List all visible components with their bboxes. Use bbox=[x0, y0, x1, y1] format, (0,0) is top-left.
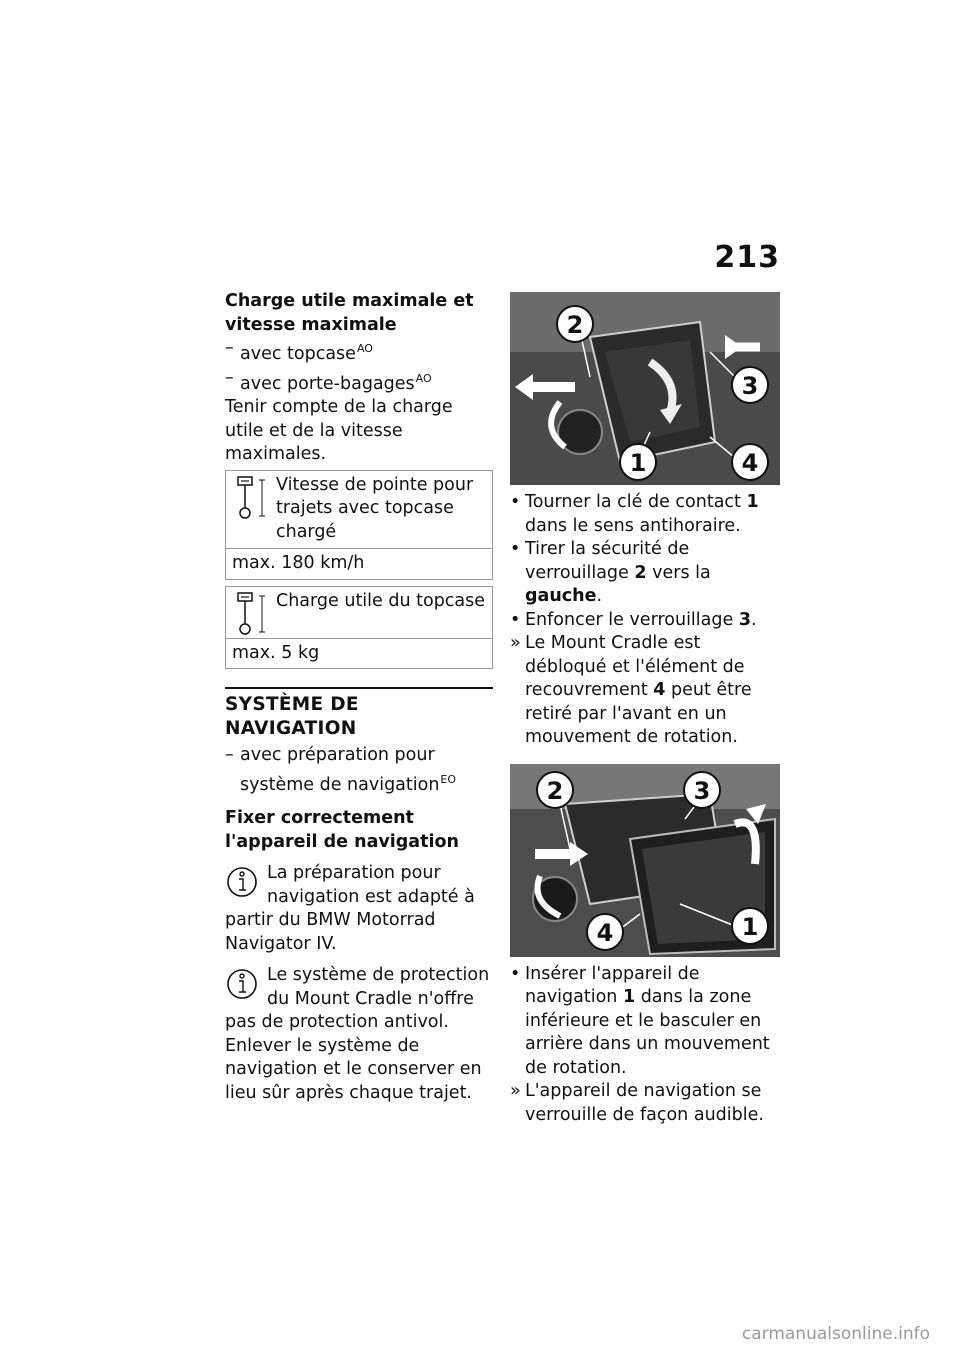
intro-text: Tenir compte de la charge utile et de la vitesse maximales. bbox=[225, 397, 453, 464]
gauge-icon bbox=[232, 590, 270, 638]
insert-step: • Insérer l'appareil de navigation 1 dans la zone inférieure et le basculer en arrière dans un mouvement de rotation. bbox=[510, 963, 770, 1078]
option-topcase: – avec topcase$^{AO}$ bbox=[225, 337, 493, 367]
photo1-label-2: 2 bbox=[566, 311, 584, 339]
photo1-label-4: 4 bbox=[741, 449, 759, 477]
spec-table-speed bbox=[225, 470, 493, 580]
unlock-step: » Le Mount Cradle est débloqué et l'élément de recouvrement 4 peut être retiré par l'avant en un mouvement de rotation. bbox=[510, 633, 752, 747]
photo1-label-1: 1 bbox=[629, 449, 647, 477]
note-compatibility: La préparation pour navigation est adapté à partir du BMW Motorrad Navigator IV. bbox=[225, 863, 475, 954]
gauge-icon bbox=[232, 474, 270, 522]
spec-speed-label: Vitesse de pointe pour trajets avec topcase chargé bbox=[276, 474, 474, 542]
spec-payload-label: Charge utile du topcase bbox=[276, 590, 486, 611]
subheading-attach-nav: Fixer correctement l'appareil de navigation bbox=[225, 808, 459, 852]
bullet-marker: • bbox=[510, 963, 521, 984]
photo1-label-3: 3 bbox=[741, 372, 759, 400]
unlock-step: • Enfoncer le verrouillage 3. bbox=[510, 609, 780, 633]
result-marker: » bbox=[510, 1081, 521, 1101]
bullet-marker: • bbox=[510, 539, 521, 559]
photo2-label-2: 2 bbox=[546, 776, 564, 805]
spec-speed-value: max. 180 km/h bbox=[226, 548, 492, 579]
option-nav-prep: – avec préparation pour système de navigation$^{EO}$ bbox=[225, 744, 493, 797]
photo2-label-1: 1 bbox=[741, 912, 759, 941]
spec-table-payload bbox=[225, 586, 493, 670]
steps-unlock bbox=[510, 491, 780, 750]
right-column bbox=[510, 290, 780, 1127]
bullet-marker: • bbox=[510, 609, 521, 630]
heading-payload-speed: Charge utile maximale et vitesse maximale bbox=[225, 291, 474, 335]
insert-step: » L'appareil de navigation se verrouille de façon audible. bbox=[510, 1081, 764, 1125]
unlock-step: • Tirer la sécurité de verrouillage 2 vers la gauche. bbox=[510, 539, 711, 606]
unlock-step: • Tourner la clé de contact 1 dans le sens antihoraire. bbox=[510, 492, 759, 536]
info-icon bbox=[225, 862, 263, 902]
bullet-marker: • bbox=[510, 492, 521, 512]
info-icon bbox=[225, 964, 263, 1004]
result-marker: » bbox=[510, 633, 521, 653]
steps-insert bbox=[510, 963, 780, 1128]
watermark: carmanualsonline.info bbox=[741, 1324, 930, 1344]
photo-insert-device bbox=[510, 764, 780, 957]
left-column bbox=[225, 290, 493, 1105]
spec-payload-value: max. 5 kg bbox=[226, 638, 492, 669]
section-title-navigation: SYSTÈME DE NAVIGATION bbox=[225, 687, 493, 740]
note-antitheft: Le système de protection du Mount Cradle n'offre pas de protection antivol. Enlever le système de navigation et le conserver en lieu sûr après chaque trajet. bbox=[225, 965, 490, 1103]
option-luggage-rack: – avec porte-bagages$^{AO}$ bbox=[225, 367, 493, 397]
photo2-label-4: 4 bbox=[596, 918, 614, 947]
photo-unlock-cradle bbox=[510, 292, 780, 485]
page-number: 213 bbox=[714, 240, 780, 275]
photo2-label-3: 3 bbox=[693, 776, 711, 805]
